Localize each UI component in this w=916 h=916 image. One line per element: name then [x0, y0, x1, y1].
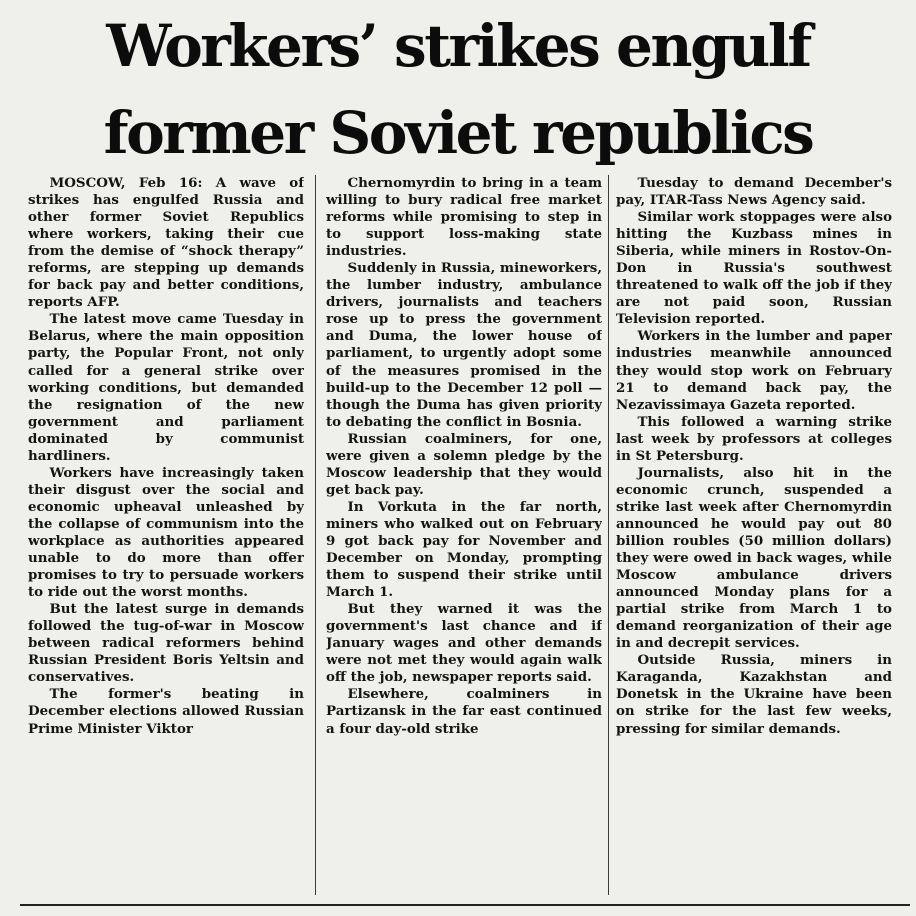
column-divider — [315, 175, 316, 895]
paragraph: Journalists, also hit in the economic crunch, suspended a strike last week after Chernomyrdin announced he would pay out 80 billion roubles (50 million dollars) they were owed in back wages, while Moscow ambulance drivers announced Monday plans for a partial strike from March 1 to demand reorganization of their age in and decrepit services. — [616, 464, 892, 652]
paragraph: The latest move came Tuesday in Belarus, where the main opposition party, the Popular Front, not only called for a general strike over working conditions, but demanded the resignation of the new government and parliament dominated by communist hardliners. — [28, 311, 304, 464]
paragraph: Workers have increasingly taken their disgust over the social and economic upheaval unleashed by the collapse of communism into the workplace as authorities appeared unable to do more than offer promises to try to persuade workers to ride out the worst months. — [28, 464, 304, 601]
paragraph: MOSCOW, Feb 16: A wave of strikes has engulfed Russia and other former Soviet Republics where workers, taking their cue from the demise of “shock therapy” reforms, are stepping up demands for back pay and better conditions, reports AFP. — [28, 175, 304, 311]
paragraph: In Vorkuta in the far north, miners who walked out on February 9 got back pay for November and December on Monday, prompting them to suspend their strike until March 1. — [326, 498, 602, 601]
paragraph: Tuesday to demand December's pay, ITAR-Tass News Agency said. — [616, 175, 892, 209]
article-column-1 — [28, 175, 304, 903]
bottom-rule — [20, 904, 910, 906]
headline-line-2: former Soviet republics — [103, 99, 813, 167]
paragraph: Workers in the lumber and paper industries meanwhile announced they would stop work on February 21 to demand back pay, the Nezavissimaya Gazeta reported. — [616, 328, 892, 413]
paragraph: Similar work stoppages were also hitting the Kuzbass mines in Siberia, while miners in Rostov-On-Don in Russia's southwest threatened to walk off the job if they are not paid soon, Russian Television reported. — [616, 209, 892, 328]
paragraph: Suddenly in Russia, mineworkers, the lumber industry, ambulance drivers, journalists and teachers rose up to press the government and Duma, the lower house of parliament, to urgently adopt some of the measures promised in the build-up to the December 12 poll — though the Duma has given priority to debating the conflict in Bosnia. — [326, 260, 602, 430]
paragraph: But the latest surge in demands followed the tug-of-war in Moscow between radical reformers behind Russian President Boris Yeltsin and conservatives. — [28, 601, 304, 686]
paragraph: This followed a warning strike last week by professors at colleges in St Petersburg. — [616, 413, 892, 464]
paragraph: Chernomyrdin to bring in a team willing to bury radical free market reforms while promising to step in to support loss-making state industries. — [326, 175, 602, 260]
article-column-2 — [326, 175, 602, 903]
paragraph: Outside Russia, miners in Karaganda, Kazakhstan and Donetsk in the Ukraine have been on strike for the last few weeks, pressing for similar demands. — [616, 652, 892, 737]
column-divider — [608, 175, 609, 895]
paragraph: But they warned it was the government's last chance and if January wages and other demands were not met they would again walk off the job, newspaper reports said. — [326, 601, 602, 686]
paragraph: Elsewhere, coalminers in Partizansk in the far east continued a four day-old strike — [326, 686, 602, 737]
headline-line-1: Workers’ strikes engulf — [106, 12, 810, 80]
article-column-3 — [616, 175, 892, 903]
paragraph: Russian coalminers, for one, were given a solemn pledge by the Moscow leadership that they would get back pay. — [326, 430, 602, 498]
paragraph: The former's beating in December elections allowed Russian Prime Minister Viktor — [28, 686, 304, 737]
